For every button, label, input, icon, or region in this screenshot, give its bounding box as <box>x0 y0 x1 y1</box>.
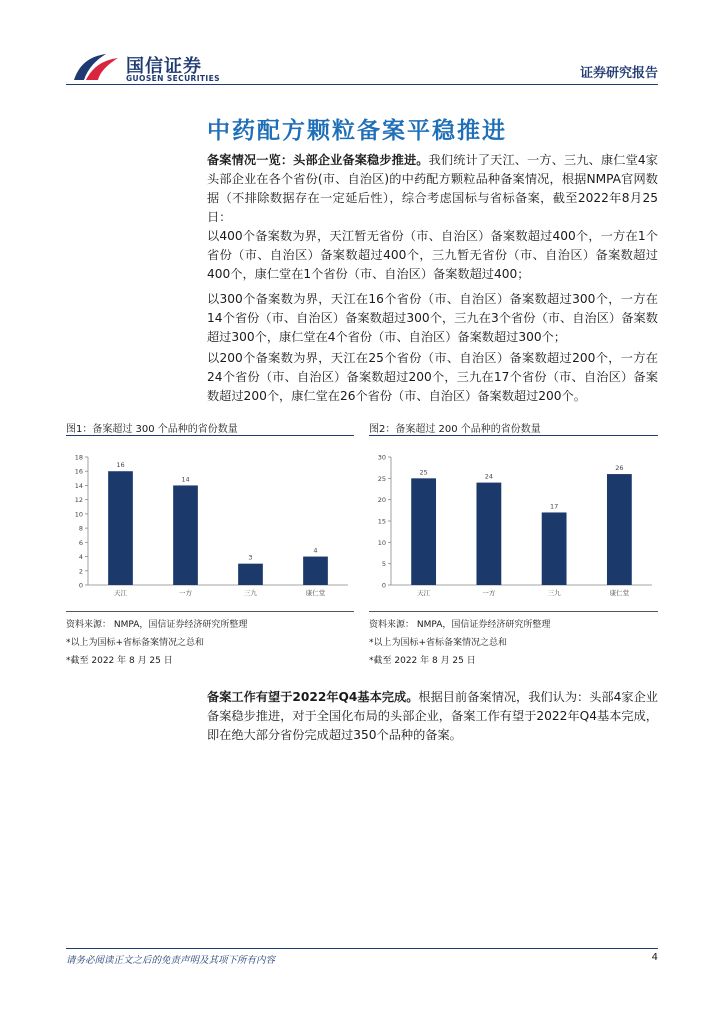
fig1-y-tick-label: 8 <box>78 524 83 533</box>
fig2-category-label: 一方 <box>482 589 496 597</box>
fig2-y-tick-label: 20 <box>377 496 386 505</box>
paragraph-overview-body: 我们统计了天江、一方、三九、康仁堂4家头部企业在各个省份(市、自治区)的中药配方颗粒品种备案情况，根据NMPA官网数据（不排除数据存在一定延后性），综合考虑国标与省标备案，截至2022年8月25日： <box>207 153 658 224</box>
figure1-note-date: *截至 2022 年 8 月 25 日 <box>66 656 173 666</box>
figure1-note-basis: *以上为国标+省标备案情况之总和 <box>66 638 205 648</box>
page-number: 4 <box>651 952 658 963</box>
fig2-category-label: 康仁堂 <box>609 589 630 597</box>
fig2-category-label: 三九 <box>547 589 561 597</box>
paragraph-300-threshold: 以300个备案数为界，天江在16个省份（市、自治区）备案数超过300个，一方在14个省份（市、自治区）备案数超过300个，三九在3个省份（市、自治区）备案数超过300个，康仁堂在4个省份（市、自治区）备案数超过300个； <box>207 292 658 344</box>
paragraph-conclusion-body: 根据目前备案情况，我们认为：头部4家企业备案稳步推进，对于全国化布局的头部企业，备案工作有望于2022年Q4基本完成，即在绝大部分省份完成超过350个品种的备案。 <box>207 690 658 742</box>
fig2-bar <box>607 474 632 585</box>
logo-text-en: GUOSEN SECURITIES <box>126 74 220 83</box>
report-type-label: 证券研究报告 <box>579 66 658 81</box>
fig1-y-tick-label: 6 <box>78 538 83 547</box>
fig1-category-label: 天江 <box>114 589 127 597</box>
paragraph-overview <box>207 151 658 227</box>
figure1-chart <box>66 445 354 605</box>
fig2-data-label: 24 <box>484 472 494 481</box>
fig1-data-label: 4 <box>313 546 318 555</box>
paragraph-conclusion-lead: 备案工作有望于2022年Q4基本完成。 <box>207 690 419 704</box>
fig1-bar <box>238 564 263 585</box>
fig1-y-tick-label: 18 <box>74 453 83 462</box>
fig1-category-label: 三九 <box>244 589 257 597</box>
fig2-y-tick-label: 5 <box>381 560 386 569</box>
fig1-y-tick-label: 0 <box>78 581 83 590</box>
logo-text-cn: 国信证券 <box>126 56 202 77</box>
header-divider <box>66 84 658 85</box>
fig1-y-tick-label: 10 <box>74 510 83 519</box>
section-title: 中药配方颗粒备案平稳推进 <box>207 118 507 144</box>
fig2-data-label: 25 <box>419 468 428 477</box>
figure1-title: 图1：备案超过 300 个品种的省份数量 <box>66 424 238 435</box>
fig1-bar <box>173 485 198 585</box>
footer-divider <box>66 948 658 949</box>
fig1-category-label: 一方 <box>179 589 192 597</box>
figure1-bottom-rule <box>66 611 354 612</box>
figure2-bottom-rule <box>369 611 658 612</box>
logo-mark-icon <box>70 50 122 84</box>
figure2-source: 资料来源： NMPA，国信证券经济研究所整理 <box>369 620 551 630</box>
figure2-title: 图2：备案超过 200 个品种的省份数量 <box>369 424 541 435</box>
figure2-notes <box>369 616 550 670</box>
fig2-bar <box>542 512 567 585</box>
fig1-data-label: 16 <box>116 461 125 470</box>
footer-disclaimer: 请务必阅读正文之后的免责声明及其项下所有内容 <box>66 955 276 966</box>
figure1-notes <box>66 616 247 670</box>
figure2-note-basis: *以上为国标+省标备案情况之总和 <box>369 638 508 648</box>
paragraph-400-threshold: 以400个备案数为界，天江暂无省份（市、自治区）备案数超过400个，一方在1个省份（市、自治区）备案数超过400个，三九暂无省份（市、自治区）备案数超过400个，康仁堂在1个省份（市、自治区）备案数超过400； <box>207 229 658 281</box>
figure2-chart <box>369 445 658 605</box>
paragraph-200-threshold: 以200个备案数为界，天江在25个省份（市、自治区）备案数超过200个，一方在24个省份（市、自治区）备案数超过200个，三九在17个省份（市、自治区）备案数超过200个，康仁堂在26个省份（市、自治区）备案数超过200个。 <box>207 351 658 403</box>
figure2-note-date: *截至 2022 年 8 月 25 日 <box>369 656 476 666</box>
fig2-bar <box>476 483 501 585</box>
fig2-y-tick-label: 30 <box>377 453 386 462</box>
figure2-top-rule <box>369 435 658 436</box>
figure1-top-rule <box>66 435 354 436</box>
fig2-y-tick-label: 15 <box>377 517 386 526</box>
fig2-category-label: 天江 <box>417 589 431 597</box>
fig1-bar <box>108 471 133 585</box>
fig2-y-tick-label: 10 <box>377 538 386 547</box>
fig1-data-label: 3 <box>248 553 253 562</box>
fig1-y-tick-label: 14 <box>74 481 83 490</box>
fig1-y-tick-label: 4 <box>78 553 83 562</box>
fig2-data-label: 26 <box>615 464 624 473</box>
figure1-source: 资料来源： NMPA，国信证券经济研究所整理 <box>66 620 248 630</box>
fig1-data-label: 14 <box>181 475 190 484</box>
fig2-data-label: 17 <box>549 502 559 511</box>
fig1-bar <box>303 557 328 585</box>
fig1-y-tick-label: 16 <box>74 467 83 476</box>
fig1-y-tick-label: 2 <box>78 567 83 576</box>
fig1-y-tick-label: 12 <box>74 496 83 505</box>
fig2-y-tick-label: 0 <box>381 581 386 590</box>
fig2-bar <box>411 478 436 585</box>
fig1-category-label: 康仁堂 <box>305 589 326 597</box>
paragraph-conclusion <box>207 688 658 745</box>
fig2-y-tick-label: 25 <box>377 474 386 483</box>
paragraph-overview-lead: 备案情况一览：头部企业备案稳步推进。 <box>207 153 429 167</box>
